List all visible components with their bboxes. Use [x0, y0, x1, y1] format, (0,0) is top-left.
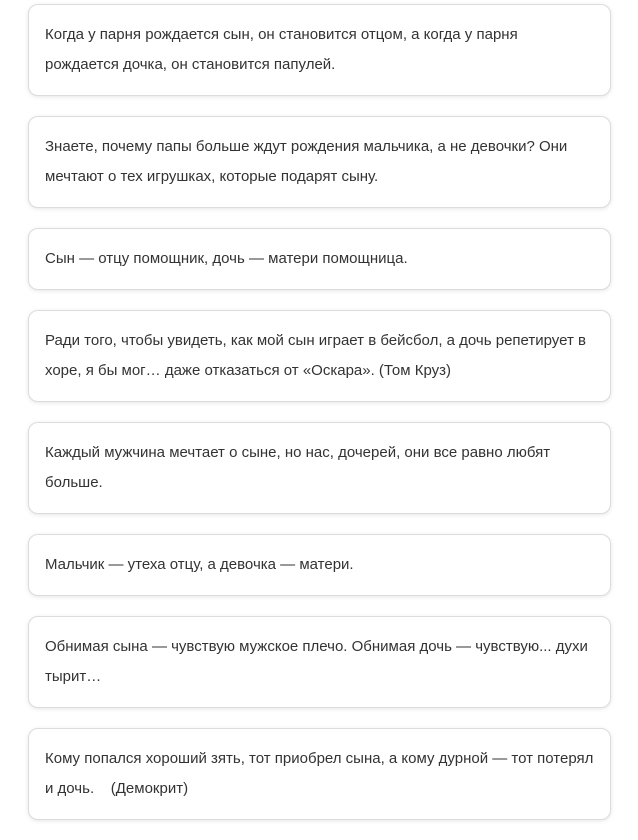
quote-card: [28, 616, 611, 708]
quote-card: [28, 310, 611, 402]
quote-card: [28, 228, 611, 290]
quote-list: [28, 4, 611, 840]
quote-text: Обнимая сына — чувствую мужское плечо. Обнимая дочь — чувствую... духи тырит…: [45, 638, 593, 685]
quote-card: [28, 4, 611, 96]
quote-text: Каждый мужчина мечтает о сыне, но нас, дочерей, они все равно любят больше.: [45, 444, 555, 491]
quote-text: Знаете, почему папы больше ждут рождения мальчика, а не девочки? Они мечтают о тех игрушках, которые подарят сыну.: [45, 138, 572, 185]
quote-text: Кому попался хороший зять, тот приобрел сына, а кому дурной — тот потерял и дочь. (Демокрит): [45, 750, 598, 797]
quote-text: Сын — отцу помощник, дочь — матери помощница.: [45, 250, 408, 267]
quote-card: [28, 422, 611, 514]
quote-card: [28, 116, 611, 208]
quote-text: Когда у парня рождается сын, он становится отцом, а когда у парня рождается дочка, он становится папулей.: [45, 26, 522, 73]
quote-text: Мальчик — утеха отцу, а девочка — матери.: [45, 556, 354, 573]
quote-card: [28, 728, 611, 820]
quote-card: [28, 534, 611, 596]
quote-text: Ради того, чтобы увидеть, как мой сын играет в бейсбол, а дочь репетирует в хоре, я бы мог… даже отказаться от «Оскара». (Том Круз): [45, 332, 591, 379]
